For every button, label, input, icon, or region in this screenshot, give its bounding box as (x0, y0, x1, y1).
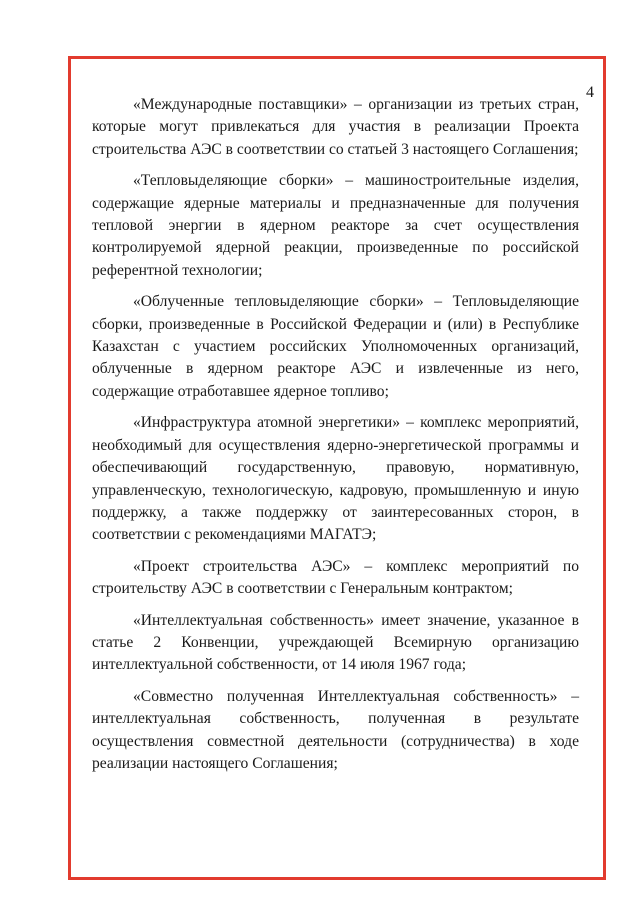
definition-paragraph: «Облученные тепловыделяющие сборки» – Тепловыделяющие сборки, произведенные в Российской Федерации и (или) в Республике Казахстан с участием российских Уполномоченных организаций, облученные в ядерном реакторе АЭС и извлеченные из него, содержащие отработавшее ядерное топливо; (92, 293, 579, 400)
definition-paragraph: «Международные поставщики» – организации из третьих стран, которые могут привлекаться для участия в реализации Проекта строительства АЭС в соответствии со статьей 3 настоящего Соглашения; (92, 96, 579, 158)
document-body (92, 94, 579, 775)
page-number: 4 (586, 84, 594, 101)
definition-paragraph: «Проект строительства АЭС» – комплекс мероприятий по строительству АЭС в соответствии с Генеральным контрактом; (92, 557, 579, 598)
definition-paragraph: «Совместно полученная Интеллектуальная собственность» – интеллектуальная собственность, полученная в результате осуществления совместной деятельности (сотрудничества) в ходе реализации настоящего Соглашения; (92, 687, 579, 772)
definition-paragraph: «Тепловыделяющие сборки» – машиностроительные изделия, содержащие ядерные материалы и предназначенные для получения тепловой энергии в ядерном реакторе за счет осуществления контролируемой ядерной реакции, произведенные по российской референтной технологии; (92, 172, 579, 279)
definition-paragraph: «Инфраструктура атомной энергетики» – комплекс мероприятий, необходимый для осуществления ядерно-энергетической программы и обеспечивающий государственную, правовую, нормативную, управленческую, технологическую, кадровую, промышленную и иную поддержку, а также поддержку от заинтересованных сторон, в соответствии с рекомендациями МАГАТЭ; (92, 414, 579, 544)
definition-paragraph: «Интеллектуальная собственность» имеет значение, указанное в статье 2 Конвенции, учреждающей Всемирную организацию интеллектуальной собственности, от 14 июля 1967 года; (92, 611, 579, 674)
